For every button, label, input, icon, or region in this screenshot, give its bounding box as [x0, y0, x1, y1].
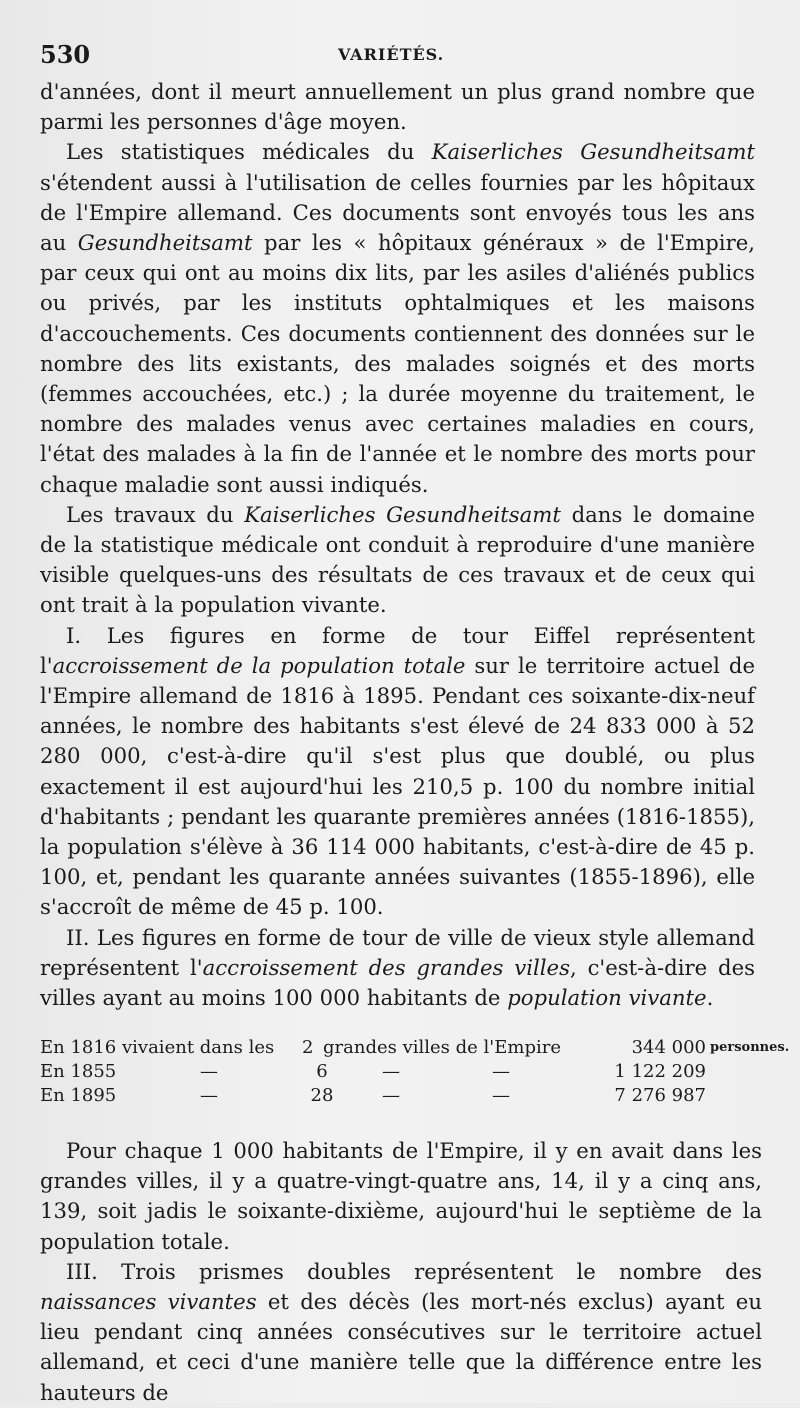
page-number: 530 [40, 40, 91, 69]
paragraph-4-italic: accroissement de la population totale [52, 652, 466, 678]
ditto-dash: — [200, 1085, 218, 1106]
paragraph-3-text-a: Les travaux du [66, 501, 245, 527]
row-value: 7 276 987 [614, 1085, 706, 1106]
row-lead: En 1895 [40, 1085, 117, 1106]
page-header [40, 40, 760, 70]
paragraph-7-text-b: et des décès (les mort-nés exclus) ayant eu lieu pendant cinq années consécutives sur le territoire actuel allemand, et ceci d'une manière telle que la différence entre les hauteurs de [40, 1289, 762, 1405]
city-population-table [40, 1036, 790, 1108]
paragraph-3-text-b: dans le domaine de la statistique médicale ont conduit à reproduire d'une manière visible quelques-uns des résultats de ces travaux et de ceux qui ont trait à la population vivante. [40, 501, 755, 618]
running-head: VARIÉTÉS. [338, 45, 445, 64]
table-row [40, 1036, 790, 1060]
ditto-dash: — [492, 1085, 510, 1106]
row-unit: personnes. [710, 1040, 790, 1055]
paragraph-2 [40, 137, 755, 499]
table-row [40, 1060, 760, 1084]
row-tail: grandes villes de l'Empire [323, 1037, 561, 1058]
paragraph-4-text-b: sur le territoire actuel de l'Empire allemand de 1816 à 1895. Pendant ces soixante-dix-neuf années, le nombre des habitants s'est élevé de 24 833 000 à 52 280 000, c'est-à-dire qu'il s'est plus que doublé, ou plus exactement il est aujourd'hui les 210,5 p. 100 du nombre initial d'habitants ; pendant les quarante premières années (1816-1855), la population s'élève à 36 114 000 habitants, c'est-à-dire de 45 p. 100, et, pendant les quarante années suivantes (1855-1896), elle s'accroît de même de 45 p. 100. [40, 652, 755, 920]
row-lead: En 1855 [40, 1061, 117, 1082]
paragraph-2-text-a: Les statistiques médicales du [66, 139, 432, 165]
row-count: 6 [316, 1061, 328, 1082]
paragraph-7 [40, 1257, 762, 1408]
row-count: 2 [302, 1037, 314, 1058]
paragraph-7-italic: naissances vivantes [40, 1289, 257, 1315]
paragraph-5-text-a: II. Les figures en forme de tour de ville de vieux style allemand représentent l' [40, 924, 755, 980]
table-row [40, 1084, 760, 1108]
paragraph-6 [40, 1136, 762, 1257]
ditto-dash: — [382, 1085, 400, 1106]
paragraph-1-text: d'années, dont il meurt annuellement un plus grand nombre que parmi les personnes d'âge moyen. [40, 79, 755, 135]
paragraph-2-text-b: s'étendent aussi à l'utilisation de celles fournies par les hôpitaux de l'Empire allemand. Ces documents sont envoyés tous les ans au [40, 169, 755, 256]
paragraph-2-italic-2: Gesundheitsamt [77, 230, 253, 256]
paragraph-5-text-b: , c'est-à-dire des villes ayant au moins 100 000 habitants de [40, 954, 755, 1011]
paragraph-5-italic-1: accroissement des grandes villes [202, 954, 570, 980]
paragraph-3-italic: Kaiserliches Gesundheitsamt [244, 501, 561, 527]
paragraph-2-italic-1: Kaiserliches Gesundheitsamt [431, 139, 755, 165]
row-value: 1 122 209 [614, 1061, 706, 1082]
paragraph-4 [40, 621, 755, 923]
row-lead: En 1816 vivaient dans les [40, 1037, 275, 1058]
page-body [40, 77, 755, 1013]
ditto-dash: — [492, 1061, 510, 1082]
paragraph-3 [40, 500, 755, 621]
paragraph-5 [40, 923, 755, 1014]
page-body-continued [40, 1136, 762, 1408]
paragraph-6-text: Pour chaque 1 000 habitants de l'Empire, il y en avait dans les grandes villes, il y a quatre-vingt-quatre ans, 14, il y a cinq ans, 139, soit jadis le soixante-dixième, aujourd'hui le septième de la population totale. [40, 1138, 762, 1254]
paragraph-5-text-c: . [706, 985, 714, 1011]
row-count: 28 [310, 1085, 334, 1106]
paragraph-1 [40, 77, 755, 137]
row-value: 344 000 [631, 1037, 706, 1058]
paragraph-5-italic-2: population vivante [507, 985, 707, 1011]
paragraph-4-text-a: I. Les figures en forme de tour Eiffel représentent l' [40, 622, 755, 678]
paragraph-2-text-c: par les « hôpitaux généraux » de l'Empire, par ceux qui ont au moins dix lits, par les asiles d'aliénés publics ou privés, par les instituts ophtalmiques et les maisons d'accouchements. Ces documents contiennent des données sur le nombre des lits existants, des malades soignés et des morts (femmes accouchées, etc.) ; la durée moyenne du traitement, le nombre des malades venus avec certaines maladies en cours, l'état des malades à la fin de l'année et le nombre des morts pour chaque maladie sont aussi indiqués. [40, 230, 755, 497]
paragraph-7-text-a: III. Trois prismes doubles représentent le nombre des [66, 1258, 762, 1284]
ditto-dash: — [382, 1061, 400, 1082]
ditto-dash: — [200, 1061, 218, 1082]
